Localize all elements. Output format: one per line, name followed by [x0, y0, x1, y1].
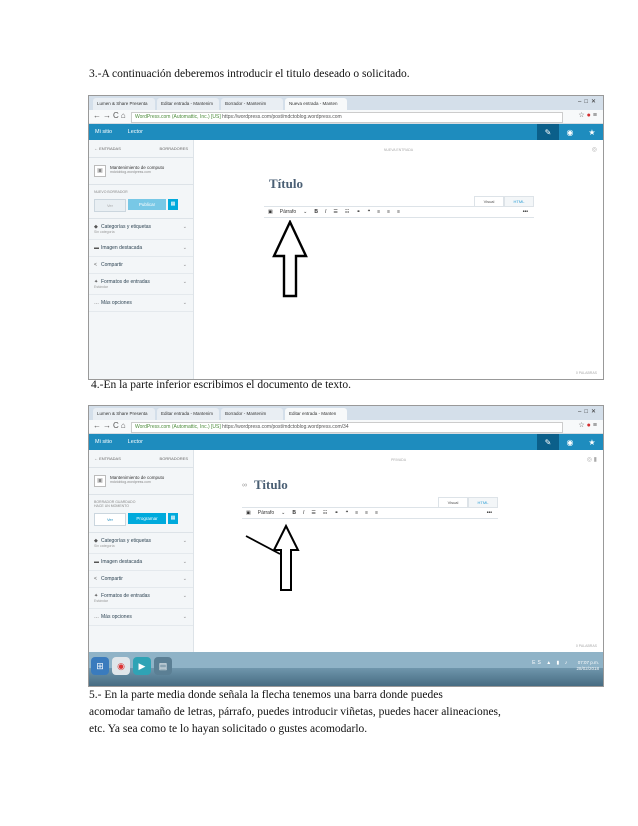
ellipsis-icon: …	[94, 614, 99, 620]
avatar-icon[interactable]: ◉	[566, 128, 574, 137]
browser-tab[interactable]: Borrador - Mantenim	[221, 408, 283, 420]
site-url: mdctoblog.wordpress.com	[110, 480, 151, 484]
site-card	[89, 158, 193, 185]
bold-icon[interactable]: B	[292, 510, 296, 516]
tag-icon: ◆	[94, 224, 98, 230]
window-controls[interactable]: –□✕	[578, 99, 599, 105]
editor-main	[194, 450, 603, 652]
quote-icon[interactable]: ❝	[345, 510, 349, 516]
editor-sidebar	[89, 450, 194, 652]
browser-tabbar	[89, 96, 603, 110]
chevron-down-icon: ⌄	[182, 559, 187, 565]
post-title-field[interactable]: Titulo	[254, 477, 288, 492]
arrow-pointing-title	[272, 220, 308, 298]
browser-tab[interactable]: Editar entrada - Mantenim	[157, 408, 219, 420]
notifications-icon[interactable]: ★	[588, 438, 596, 447]
more-icon[interactable]: •••	[486, 510, 492, 516]
extension-icons[interactable]: ☆●≡	[578, 112, 599, 119]
url-field[interactable]	[131, 422, 563, 433]
site-name: Mantenimiento de computo	[110, 475, 165, 480]
notifications-icon[interactable]: ★	[588, 128, 596, 137]
post-status-time: HACE UN MOMENTO	[94, 504, 129, 508]
pin-icon: ✦	[94, 593, 99, 599]
align-center-icon[interactable]: ≡	[387, 209, 391, 215]
site-icon: ▣	[94, 165, 106, 177]
chevron-down-icon[interactable]: ⌄	[303, 209, 308, 215]
system-tray	[532, 660, 599, 672]
url-secure-label: WordPress.com (Automattic, Inc.) [US]	[135, 424, 221, 430]
browser-tabbar	[89, 406, 603, 420]
adblock-icon[interactable]: ●	[586, 112, 593, 119]
add-media-icon[interactable]: ▣	[268, 209, 273, 215]
clock-date[interactable]: 28/02/2018	[576, 666, 599, 671]
chrome-icon[interactable]: ◉	[112, 657, 130, 675]
browser-tab[interactable]: Lumen & Share Presenta	[93, 408, 155, 420]
formatting-toolbar	[264, 206, 534, 218]
clock-time[interactable]: 07:07 p.m.	[577, 660, 599, 665]
post-status: NUEVO BORRADOR	[94, 190, 128, 194]
link-icon[interactable]: ⚭	[334, 510, 339, 516]
ellipsis-icon: …	[94, 300, 99, 306]
link-icon[interactable]: ∞	[242, 482, 247, 489]
window-controls[interactable]: –□✕	[578, 409, 599, 415]
calendar-icon[interactable]: ▦	[168, 513, 178, 524]
italic-icon[interactable]: I	[302, 510, 305, 516]
chevron-down-icon: ⌄	[182, 262, 187, 268]
address-bar-row	[89, 110, 603, 124]
bold-icon[interactable]: B	[314, 209, 318, 215]
sidebar-item-sharing[interactable]: < Compartir ⌄	[89, 571, 193, 588]
url-field[interactable]	[131, 112, 563, 123]
bullet-list-icon[interactable]: ☰	[333, 209, 338, 215]
tab-html[interactable]: HTML	[504, 196, 534, 207]
wp-masterbar	[89, 434, 603, 451]
tab-html[interactable]: HTML	[468, 497, 498, 508]
post-status	[89, 495, 193, 510]
schedule-button[interactable]: Programar	[128, 513, 166, 524]
start-icon[interactable]: ⊞	[91, 657, 109, 675]
sidebar-item-featured-image[interactable]: ▬ Imagen destacada ⌄	[89, 240, 193, 257]
nav-icons[interactable]: ←→C⌂	[93, 111, 128, 120]
align-right-icon[interactable]: ≡	[375, 510, 378, 516]
drafts-link[interactable]: BORRADORES	[159, 146, 188, 151]
sidebar-item-post-formats[interactable]: ✦ Formatos de entradas Estándar ⌄	[89, 274, 193, 295]
chevron-down-icon: ⌄	[182, 279, 187, 285]
extension-icons[interactable]: ☆●≡	[578, 422, 599, 429]
editor-main	[194, 140, 603, 379]
chevron-down-icon: ⌄	[182, 224, 187, 230]
calendar-icon[interactable]: ▦	[168, 199, 178, 210]
windows-taskbar	[89, 652, 603, 686]
chevron-down-icon: ⌄	[182, 593, 187, 599]
editor-sidebar	[89, 140, 194, 379]
write-icon[interactable]: ✎	[537, 434, 559, 451]
more-icon[interactable]: •••	[522, 209, 528, 215]
sidebar-item-categories[interactable]: ◆ Categorías y etiquetas Sin categoría ⌄	[89, 533, 193, 554]
browser-tab[interactable]: Editar entrada - Mantenim	[157, 98, 219, 110]
formatting-toolbar	[242, 507, 498, 519]
site-icon: ▣	[94, 475, 106, 487]
sidebar-item-more-options[interactable]: … Más opciones ⌄	[89, 295, 193, 312]
link-icon[interactable]: ⚭	[356, 209, 361, 215]
chevron-down-icon[interactable]: ⌄	[281, 510, 286, 516]
preview-button[interactable]: Ver	[94, 513, 126, 526]
post-state-label: PRIVADA	[390, 458, 407, 462]
paragraph-select[interactable]: Párrafo	[279, 209, 297, 215]
screenshot-edit-post	[88, 405, 604, 687]
adblock-icon[interactable]: ●	[586, 422, 593, 429]
url-text: https://wordpress.com/post/mdctoblog.wordpress.com/34	[222, 424, 349, 430]
numbered-list-icon[interactable]: ☷	[344, 209, 350, 215]
align-center-icon[interactable]: ≡	[365, 510, 369, 516]
chevron-down-icon: ⌄	[182, 576, 187, 582]
step-4-text: 4.-En la parte inferior escribimos el documento de texto.	[91, 379, 351, 391]
my-sites-link[interactable]: Mi sitio	[95, 129, 113, 135]
share-icon: <	[94, 576, 97, 582]
numbered-list-icon[interactable]: ☷	[322, 510, 328, 516]
sidebar-item-featured-image[interactable]: ▬ Imagen destacada ⌄	[89, 554, 193, 571]
step-5-text: 5.- En la parte media donde señala la flecha tenemos una barra donde puedes acomodar tamaño de letras, párrafo, puedes introducir viñetas, puedes hacer alineaciones, etc. Ya sea como te lo hayan solicitado o gustes acomodarlo.	[89, 689, 501, 735]
arrow-pointing-toolbar	[244, 520, 304, 610]
align-left-icon[interactable]: ≡	[377, 209, 381, 215]
step-3-text: 3.-A continuación deberemos introducir el titulo deseado o solicitado.	[89, 68, 410, 80]
image-icon: ▬	[94, 559, 99, 565]
tray-icons[interactable]: ES ▲ ▮ ♪	[532, 660, 570, 666]
add-media-icon[interactable]: ▣	[246, 510, 251, 516]
back-to-posts-link[interactable]: ← ENTRADAS	[94, 456, 121, 461]
nav-icons[interactable]: ←→C⌂	[93, 421, 128, 430]
media-icon[interactable]: ▶	[133, 657, 151, 675]
align-right-icon[interactable]: ≡	[397, 209, 400, 215]
site-name: Mantenimiento de computo	[110, 165, 165, 170]
sidebar-item-post-formats[interactable]: ✦ Formatos de entradas Estándar ⌄	[89, 588, 193, 609]
share-icon: <	[94, 262, 97, 268]
sidebar-item-more-options[interactable]: … Más opciones ⌄	[89, 609, 193, 626]
back-to-posts-link[interactable]: ← ENTRADAS	[94, 146, 121, 151]
browser-tab[interactable]: Borrador - Mantenim	[221, 98, 283, 110]
drafts-link[interactable]: BORRADORES	[159, 456, 188, 461]
url-secure-label: WordPress.com (Automattic, Inc.) [US]	[135, 114, 221, 120]
bullet-list-icon[interactable]: ☰	[311, 510, 316, 516]
tag-icon: ◆	[94, 538, 98, 544]
paragraph-select[interactable]: Párrafo	[257, 510, 275, 516]
screenshot-new-post	[88, 95, 604, 380]
quote-icon[interactable]: ❝	[367, 209, 371, 215]
chevron-down-icon: ⌄	[182, 245, 187, 251]
my-sites-link[interactable]: Mi sitio	[95, 439, 113, 445]
post-status-label: BORRADOR GUARDADO	[94, 500, 136, 504]
url-text: https://wordpress.com/post/mdctoblog.wordpress.com	[222, 114, 342, 120]
chevron-down-icon: ⌄	[182, 300, 187, 306]
eye-icon[interactable]: ◎	[591, 147, 597, 153]
browser-tab-active[interactable]: Editar entrada - Manten	[285, 408, 347, 420]
pin-icon: ✦	[94, 279, 99, 285]
reader-link[interactable]: Lector	[127, 439, 143, 445]
address-bar-row	[89, 420, 603, 434]
align-left-icon[interactable]: ≡	[355, 510, 359, 516]
reader-link[interactable]: Lector	[127, 129, 143, 135]
explorer-icon[interactable]: ▤	[154, 657, 172, 675]
post-state-label: NUEVA ENTRADA	[383, 148, 414, 152]
tab-visual[interactable]: Visual	[438, 497, 468, 508]
image-icon: ▬	[94, 245, 99, 251]
write-icon[interactable]: ✎	[537, 124, 559, 141]
avatar-icon[interactable]: ◉	[566, 438, 574, 447]
wp-masterbar	[89, 124, 603, 141]
chevron-down-icon: ⌄	[182, 538, 187, 544]
preview-button[interactable]: Ver	[94, 199, 126, 212]
chevron-down-icon: ⌄	[182, 614, 187, 620]
sidebar-item-sharing[interactable]: < Compartir ⌄	[89, 257, 193, 274]
browser-tab-active[interactable]: Nueva entrada - Manten	[285, 98, 347, 110]
italic-icon[interactable]: I	[324, 209, 327, 215]
site-url: mdctoblog.wordpress.com	[110, 170, 151, 174]
word-count: 0 PALABRAS	[575, 371, 597, 375]
post-title-field[interactable]: Título	[269, 176, 303, 191]
eye-icon[interactable]: ◎ ▮	[586, 457, 597, 463]
sidebar-item-categories[interactable]: ◆ Categorías y etiquetas Sin categoría ⌄	[89, 219, 193, 240]
publish-button[interactable]: Publicar	[128, 199, 166, 210]
browser-tab[interactable]: Lumen & Share Presenta	[93, 98, 155, 110]
tab-visual[interactable]: Visual	[474, 196, 504, 207]
site-card	[89, 468, 193, 495]
word-count: 0 PALABRAS	[575, 644, 597, 648]
